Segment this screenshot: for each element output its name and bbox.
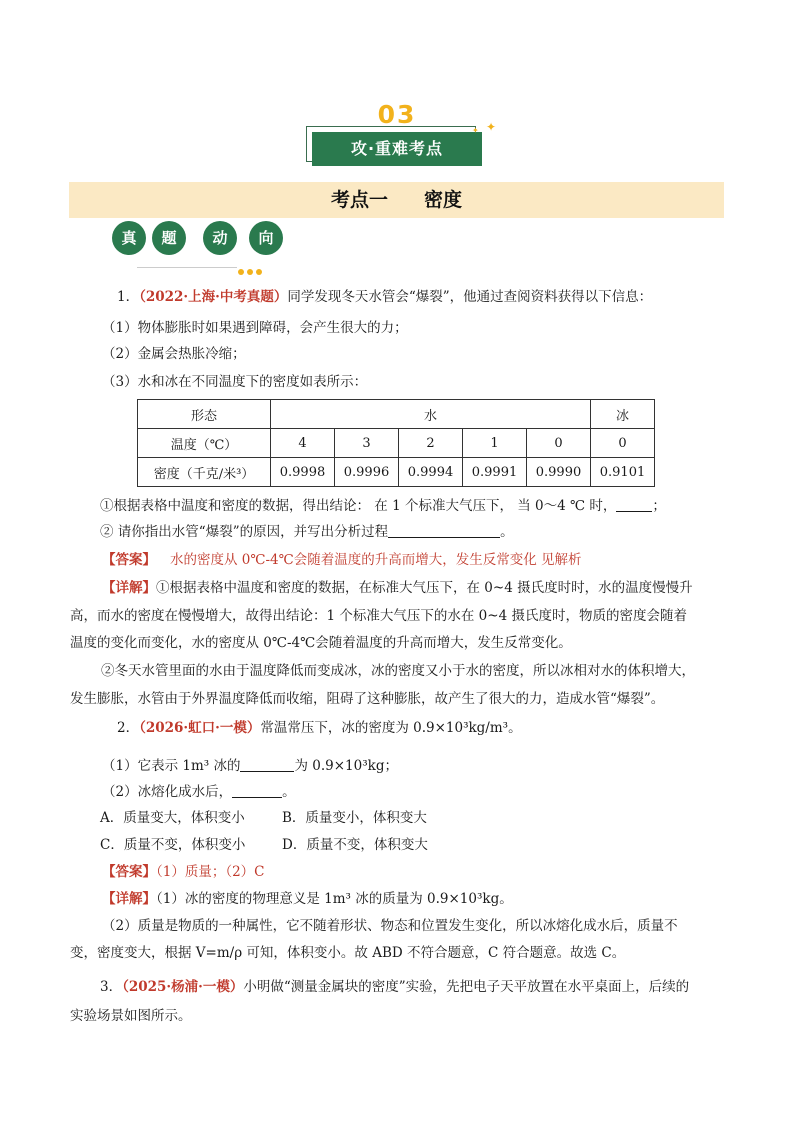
q1-detail-line: 温度的变化而变化，水的密度从 0℃-4℃会随着温度的升高而增大，发生反常变化。 [70,635,572,651]
q1-detail: 【详解】①根据表格中温度和密度的数据，在标准大气压下，在 0~4 摄氏度时时，水的温度慢慢升 [102,580,693,596]
divider [137,267,237,268]
tag-circle: 题 [152,221,186,255]
tag-circle: 动 [203,221,237,255]
q2-item-2: （2）冰熔化成水后， 。 [102,784,296,800]
q3-source: （2025·杨浦·一模） [122,979,244,995]
section-banner [306,120,497,170]
q1-sub-2: ② 请你指出水管“爆裂”的原因，并写出分析过程 。 [100,524,514,540]
q1-item-2: （2）金属会热胀冷缩； [102,346,246,362]
q3-stem-line: 实验场景如图所示。 [70,1008,192,1024]
q1-item-1: （1）物体膨胀时如果遇到障碍，会产生很大的力； [102,320,408,336]
q2-item-1: （1）它表示 1m³ 冰的 为 0.9×10³kg； [102,758,398,774]
q2-detail-line: 变，密度变大，根据 V=m/ρ 可知，体积变小。故 ABD 不符合题意，C 符合题意。故选 C。 [70,945,626,961]
topic-label: 考点一 [330,189,388,211]
q1-source: （2022·上海·中考真题） [139,289,288,305]
q1-detail-line: 发生膨胀，水管由于外界温度降低而收缩，阻碍了这种膨胀，故产生了很大的力，造成水管“爆裂”。 [70,691,665,707]
q2-option-a: A．质量变大，体积变小 [100,810,245,826]
table-row: 温度（℃） 4 3 2 1 0 0 [138,429,655,458]
q2-option-d: D．质量不变，体积变大 [282,837,428,853]
section-banner-title: 攻·重难考点 [312,132,482,166]
q2-detail: 【详解】（1）冰的密度的物理意义是 1m³ 冰的质量为 0.9×10³kg。 [102,891,513,907]
q1-item-3: （3）水和冰在不同温度下的密度如表所示： [102,374,368,390]
q2-option-c: C．质量不变，体积变小 [100,837,246,853]
topic-heading [69,182,724,218]
q1-sub-1: ①根据表格中温度和密度的数据，得出结论： 在 1 个标准大气压下， 当 0～4 ℃ 时， ； [100,498,666,514]
tag-circle: 真 [112,221,146,255]
section-number: 03 [377,100,417,129]
dots-decoration [238,263,265,279]
q1-answer: 【答案】 水的密度从 0℃-4℃会随着温度的升高而增大，发生反常变化 见解析 [102,552,582,568]
table-row: 形态 水 冰 [138,400,655,429]
sparkle-icon: ✦ [472,126,479,135]
q1-stem: 1．（2022·上海·中考真题）同学发现冬天水管会“爆裂”，他通过查阅资料获得以下信息： [117,289,653,305]
q3-stem: 3．（2025·杨浦·一模）小明做“测量金属块的密度”实验，先把电子天平放置在水平桌面上，后续的 [100,979,690,995]
q1-detail-line: ②冬天水管里面的水由于温度降低而变成冰，冰的密度又小于水的密度，所以冰相对水的体积增大， [101,663,695,679]
topic-name: 密度 [424,189,463,211]
tag-circle: 向 [249,221,283,255]
q2-option-b: B．质量变小，体积变大 [282,810,427,826]
answer-blank [232,784,282,798]
q2-stem: 2．（2026·虹口·一模）常温常压下，冰的密度为 0.9×10³kg/m³。 [117,720,522,736]
q1-detail-line: 高，而水的密度在慢慢增大，故得出结论：1 个标准大气压下的水在 0~4 摄氏度时，物质的密度会随着 [70,608,687,624]
answer-blank [240,758,294,772]
q2-answer: 【答案】（1）质量；（2）C [102,864,265,880]
answer-blank [388,524,500,538]
answer-blank [616,498,652,512]
sparkle-icon: ✦ [486,120,497,134]
table-row: 密度（千克/米³） 0.9998 0.9996 0.9994 0.9991 0.9990 0.9101 [138,458,655,487]
density-table [137,399,655,487]
q2-source: （2026·虹口·一模） [139,720,261,736]
q2-detail-line: （2）质量是物质的一种属性，它不随着形状、物态和位置发生变化，所以冰熔化成水后，质量不 [102,918,678,934]
